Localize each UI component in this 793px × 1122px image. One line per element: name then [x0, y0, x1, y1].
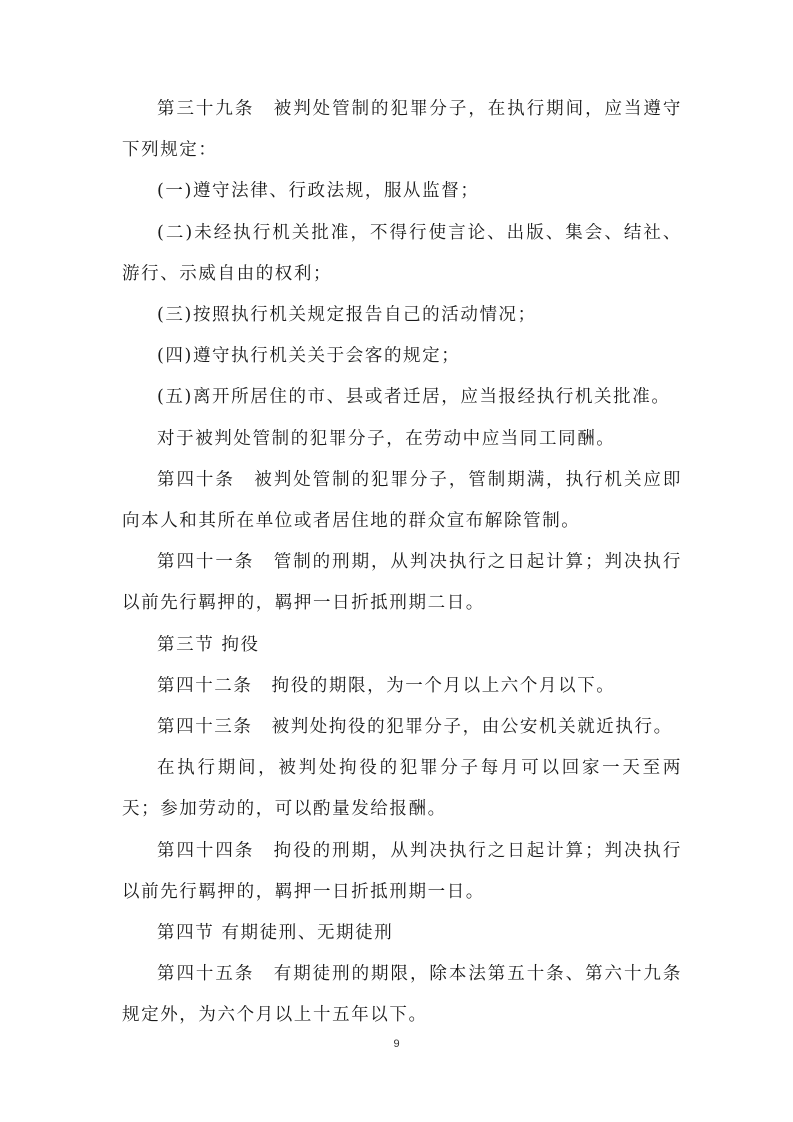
- article-39-item-3: (三)按照执行机关规定报告自己的活动情况；: [157, 305, 537, 326]
- article-45: 第四十五条 有期徒刑的期限，除本法第五十条、第六十九条规定外，为六个月以上十五年以下。: [122, 964, 682, 1026]
- section-4-heading: 第四节 有期徒刑、无期徒刑: [157, 923, 394, 944]
- article-40: 第四十条 被判处管制的犯罪分子，管制期满，执行机关应即向本人和其所在单位或者居住地的群众宣布解除管制。: [122, 469, 682, 532]
- article-39-intro: 第三十九条 被判处管制的犯罪分子，在执行期间，应当遵守下列规定：: [122, 99, 682, 161]
- section-3-heading: 第三节 拘役: [157, 634, 260, 655]
- article-43: 第四十三条 被判处拘役的犯罪分子，由公安机关就近执行。: [157, 717, 673, 738]
- article-43-home-visit: 在执行期间，被判处拘役的犯罪分子每月可以回家一天至两天；参加劳动的，可以酌量发给报酬。: [122, 758, 682, 820]
- article-39-item-1: (一)遵守法律、行政法规，服从监督；: [157, 181, 480, 202]
- article-39-item-4: (四)遵守执行机关关于会客的规定；: [157, 346, 461, 367]
- article-39-pay-clause: 对于被判处管制的犯罪分子，在劳动中应当同工同酬。: [157, 428, 616, 449]
- article-39-item-2: (二)未经执行机关批准，不得行使言论、出版、集会、结社、游行、示威自由的权利；: [122, 222, 682, 284]
- page-number: 9: [393, 1038, 400, 1050]
- article-39-item-5: (五)离开所居住的市、县或者迁居，应当报经执行机关批准。: [157, 387, 671, 408]
- document-body: [122, 89, 682, 1037]
- article-42: 第四十二条 拘役的期限，为一个月以上六个月以下。: [157, 675, 616, 696]
- article-44: 第四十四条 拘役的刑期，从判决执行之日起计算；判决执行以前先行羁押的，羁押一日折抵刑期一日。: [122, 840, 682, 902]
- article-41: 第四十一条 管制的刑期，从判决执行之日起计算；判决执行以前先行羁押的，羁押一日折抵刑期二日。: [122, 552, 682, 614]
